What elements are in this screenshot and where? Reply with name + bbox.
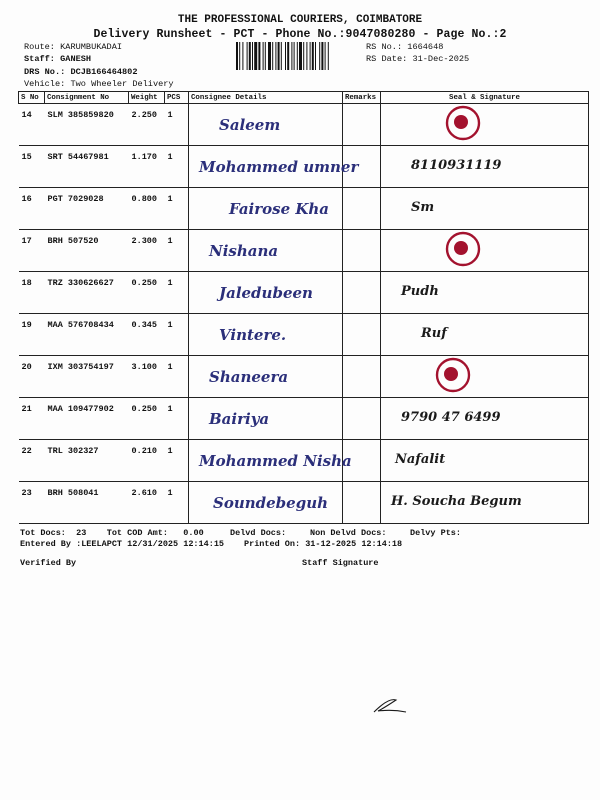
cell-pcs: 1 (165, 188, 189, 230)
cell-seal-signature (381, 314, 589, 356)
cell-seal-signature (381, 398, 589, 440)
cell-seal-signature (381, 104, 589, 146)
signature-handwriting: 9790 47 6499 (401, 410, 501, 425)
cell-consignee (189, 440, 352, 482)
cell-pcs: 1 (165, 482, 189, 524)
cell-sno: 20 (19, 356, 45, 398)
totals-line: Tot Docs: 23 Tot COD Amt: 0.00 (20, 528, 204, 538)
consignee-handwriting: Jaledubeen (219, 284, 313, 302)
cell-weight: 3.100 (129, 356, 165, 398)
cell-weight: 0.800 (129, 188, 165, 230)
staff-value: GANESH (60, 54, 92, 64)
cell-seal-signature (381, 188, 589, 230)
table-row (19, 272, 589, 314)
consignee-handwriting: Mohammed umner (199, 158, 359, 176)
entered-by: Entered By :LEELAPCT 12/31/2025 12:14:15 (20, 539, 225, 549)
signature-handwriting: H. Soucha Begum (391, 494, 522, 509)
cell-weight: 2.610 (129, 482, 165, 524)
cell-seal-signature (381, 440, 589, 482)
table-row (19, 314, 589, 356)
rs-date-line: RS Date: 31-Dec-2025 (366, 54, 470, 64)
cell-pcs: 1 (165, 398, 189, 440)
consignee-handwriting: Nishana (209, 242, 279, 260)
signature-handwriting: Nafalit (395, 452, 446, 467)
table-header-row (19, 92, 589, 104)
cell-remarks (343, 104, 381, 146)
cell-sno: 15 (19, 146, 45, 188)
verified-by-label: Verified By (20, 558, 77, 568)
route-value: KARUMBUKADAI (60, 42, 123, 52)
cell-remarks (343, 230, 381, 272)
cell-pcs: 1 (165, 272, 189, 314)
table-row (19, 482, 589, 524)
cell-pcs: 1 (165, 314, 189, 356)
cell-weight: 0.210 (129, 440, 165, 482)
col-consignment: Consignment No (45, 92, 129, 104)
cell-remarks (343, 398, 381, 440)
cell-consignee (189, 398, 343, 440)
cell-weight: 0.345 (129, 314, 165, 356)
vehicle-line: Vehicle: Two Wheeler Delivery (24, 79, 174, 89)
cell-remarks (343, 356, 381, 398)
seal-stamp (431, 356, 475, 394)
cell-consignment: MAA 576708434 (45, 314, 129, 356)
rs-date-value: 31-Dec-2025 (412, 54, 470, 64)
cell-consignee (189, 230, 343, 272)
cell-pcs: 1 (165, 440, 189, 482)
cell-consignment: TRL 302327 (45, 440, 129, 482)
cell-consignment: BRH 508041 (45, 482, 129, 524)
cell-pcs: 1 (165, 230, 189, 272)
barcode (236, 42, 362, 70)
seal-stamp (441, 104, 485, 142)
cell-sno: 18 (19, 272, 45, 314)
tot-cod-value: 0.00 (183, 528, 204, 538)
document-subtitle: Delivery Runsheet - PCT - Phone No.:9047080280 - Page No.:2 (93, 28, 507, 41)
cell-consignment: BRH 507520 (45, 230, 129, 272)
cell-weight: 2.250 (129, 104, 165, 146)
cell-consignment: SRT 54467981 (45, 146, 129, 188)
cell-seal-signature (381, 230, 589, 272)
seal-stamp (441, 230, 485, 268)
cell-sno: 22 (19, 440, 45, 482)
table-row (19, 104, 589, 146)
cell-sno: 23 (19, 482, 45, 524)
col-sno: S No (19, 92, 45, 104)
table-row (19, 146, 589, 188)
rs-no-value: 1664648 (407, 42, 444, 52)
delvy-pts-label: Delvy Pts: (410, 528, 462, 538)
delvd-docs-label: Delvd Docs: (230, 528, 287, 538)
cell-sno: 14 (19, 104, 45, 146)
cell-consignee (189, 146, 359, 188)
cell-seal-signature (381, 146, 589, 188)
cell-weight: 0.250 (129, 398, 165, 440)
vehicle-value: Two Wheeler Delivery (70, 79, 174, 89)
cell-sno: 17 (19, 230, 45, 272)
consignee-handwriting: Mohammed Nisha (199, 452, 352, 470)
col-remarks: Remarks (343, 92, 381, 104)
table-row (19, 440, 589, 482)
cell-sno: 21 (19, 398, 45, 440)
col-pcs: PCS (165, 92, 189, 104)
cell-consignment: IXM 303754197 (45, 356, 129, 398)
col-signature: Seal & Signature (381, 92, 589, 104)
cell-pcs: 1 (165, 356, 189, 398)
cell-consignee (189, 272, 343, 314)
cell-seal-signature (381, 482, 589, 524)
cell-remarks (343, 314, 381, 356)
cell-weight: 1.170 (129, 146, 165, 188)
table-row (19, 356, 589, 398)
consignee-handwriting: Saleem (219, 116, 281, 134)
cell-consignee (189, 482, 343, 524)
document-title: THE PROFESSIONAL COURIERS, COIMBATORE (177, 14, 423, 26)
consignee-handwriting: Soundebeguh (213, 494, 329, 512)
rs-no-line: RS No.: 1664648 (366, 42, 444, 52)
drs-value: DCJB166464802 (70, 67, 138, 77)
tot-docs-value: 23 (76, 528, 87, 538)
table-row (19, 230, 589, 272)
cell-consignment: MAA 109477902 (45, 398, 129, 440)
cell-remarks (343, 188, 381, 230)
drs-line: DRS No.: DCJB166464802 (24, 67, 138, 77)
cell-seal-signature (381, 272, 589, 314)
signature-handwriting: Sm (411, 200, 435, 215)
table-row (19, 188, 589, 230)
consignee-handwriting: Bairiya (209, 410, 270, 428)
non-delvd-docs-label: Non Delvd Docs: (310, 528, 387, 538)
cell-consignee (189, 314, 343, 356)
cell-consignment: TRZ 330626627 (45, 272, 129, 314)
cell-consignment: PGT 7029028 (45, 188, 129, 230)
cell-pcs: 1 (165, 104, 189, 146)
cell-weight: 2.300 (129, 230, 165, 272)
cell-consignee (189, 104, 343, 146)
consignee-handwriting: Vintere. (219, 326, 287, 344)
consignee-handwriting: Shaneera (209, 368, 289, 386)
col-weight: Weight (129, 92, 165, 104)
cell-sno: 19 (19, 314, 45, 356)
cell-sno: 16 (19, 188, 45, 230)
runsheet-table (18, 91, 589, 524)
col-consignee: Consignee Details (189, 92, 343, 104)
signature-handwriting: Pudh (401, 284, 439, 299)
cell-weight: 0.250 (129, 272, 165, 314)
cell-consignee (189, 188, 343, 230)
staff-signature-label: Staff Signature (302, 558, 379, 568)
staff-line: Staff: GANESH (24, 54, 92, 64)
cell-remarks (343, 272, 381, 314)
cell-consignee (189, 356, 343, 398)
signature-handwriting: Ruf (421, 326, 447, 341)
cell-pcs: 1 (165, 146, 189, 188)
cell-consignment: SLM 385859820 (45, 104, 129, 146)
cell-remarks (343, 482, 381, 524)
consignee-handwriting: Fairose Kha (229, 200, 330, 218)
printed-on: Printed On: 31-12-2025 12:14:18 (244, 539, 403, 549)
cell-seal-signature (381, 356, 589, 398)
signature-handwriting: 8110931119 (411, 158, 502, 173)
staff-signature-scribble (368, 694, 412, 716)
table-row (19, 398, 589, 440)
route-line: Route: KARUMBUKADAI (24, 42, 123, 52)
